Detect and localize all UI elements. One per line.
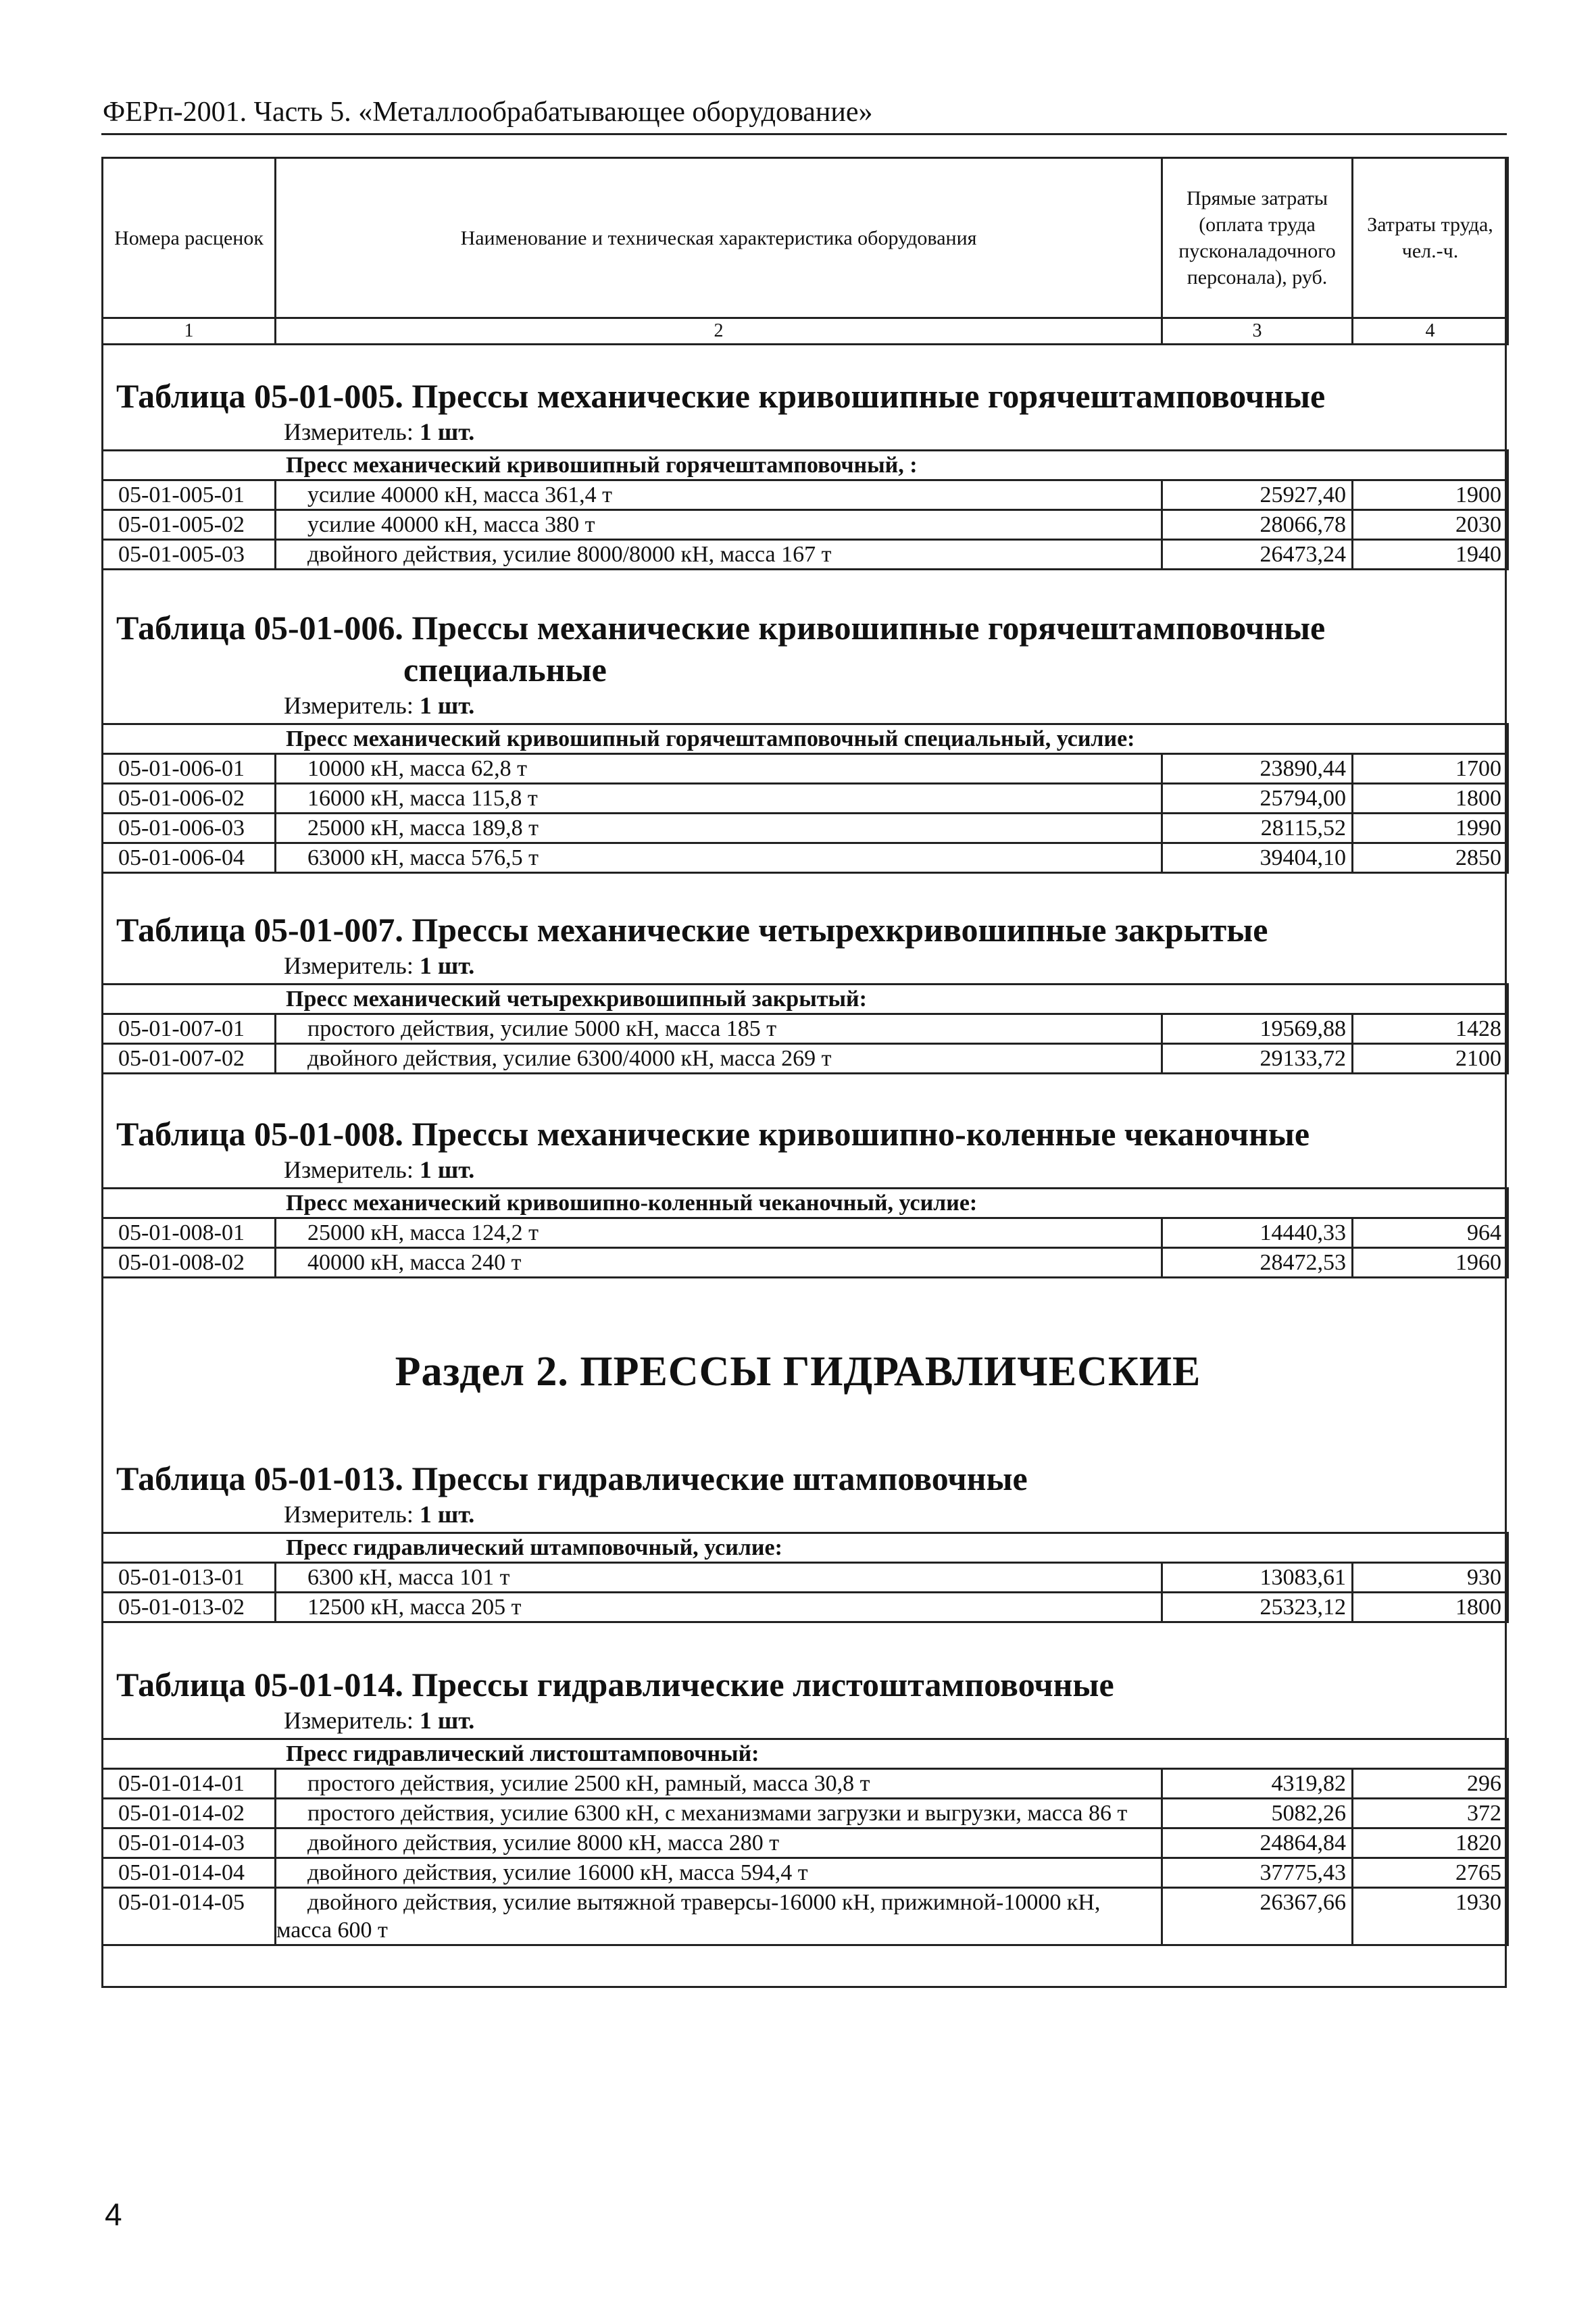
- table-row: [103, 1563, 1508, 1593]
- table-title: [116, 1458, 1507, 1499]
- page-number: 4: [105, 2197, 122, 2232]
- direct-cost: 23890,44: [1162, 754, 1353, 784]
- rate-code: 05-01-014-01: [103, 1769, 276, 1799]
- table-title-continuation: специальные: [403, 651, 607, 689]
- measure-value: 1 шт.: [419, 692, 475, 719]
- labor-hours: 1800: [1353, 1593, 1508, 1622]
- direct-cost: 5082,26: [1162, 1799, 1353, 1828]
- equipment-description: двойного действия, усилие 6300/4000 кН, масса 269 т: [276, 1044, 1162, 1074]
- table-row: [103, 814, 1508, 843]
- table-title: [116, 909, 1507, 951]
- direct-cost: 25323,12: [1162, 1593, 1353, 1622]
- direct-cost: 26473,24: [1162, 540, 1353, 570]
- rate-code: 05-01-008-02: [103, 1248, 276, 1278]
- table-row: [103, 784, 1508, 814]
- table-row: [103, 480, 1508, 510]
- equipment-description: двойного действия, усилие 16000 кН, масса 594,4 т: [276, 1858, 1162, 1888]
- rates-table: [101, 1738, 1509, 1946]
- rate-code: 05-01-014-05: [103, 1888, 276, 1945]
- col-number: 2: [276, 318, 1162, 345]
- table-row: [103, 540, 1508, 570]
- col-header-name: Наименование и техническая характеристика оборудования: [276, 158, 1162, 318]
- col-number: 4: [1353, 318, 1508, 345]
- column-header-table: [101, 157, 1509, 345]
- table-subheader: Пресс механический четырехкривошипный закрытый:: [103, 985, 1508, 1014]
- direct-cost: 39404,10: [1162, 843, 1353, 873]
- table-title-text: Таблица 05-01-005. Прессы механические кривошипные горячештамповочные: [116, 377, 1326, 415]
- table-title: [116, 1113, 1507, 1155]
- labor-hours: 372: [1353, 1799, 1508, 1828]
- measure-value: 1 шт.: [419, 1501, 475, 1528]
- labor-hours: 296: [1353, 1769, 1508, 1799]
- table-block: [101, 1113, 1507, 1278]
- measure-label: Измеритель:: [284, 1501, 414, 1528]
- table-title-text: Таблица 05-01-008. Прессы механические кривошипно-коленные чеканочные: [116, 1115, 1310, 1153]
- direct-cost: 14440,33: [1162, 1218, 1353, 1248]
- table-row: [103, 1014, 1508, 1044]
- direct-cost: 4319,82: [1162, 1769, 1353, 1799]
- table-title: [116, 607, 1507, 691]
- direct-cost: 19569,88: [1162, 1014, 1353, 1044]
- direct-cost: 28115,52: [1162, 814, 1353, 843]
- measure-value: 1 шт.: [419, 418, 475, 445]
- labor-hours: 1700: [1353, 754, 1508, 784]
- table-title-text: Таблица 05-01-007. Прессы механические четырехкривошипные закрытые: [116, 911, 1268, 949]
- running-head: ФЕРп-2001. Часть 5. «Металлообрабатывающее оборудование»: [103, 97, 873, 128]
- table-row: [103, 510, 1508, 540]
- table-subheader: Пресс гидравлический штамповочный, усилие:: [103, 1533, 1508, 1563]
- table-row: [103, 1888, 1508, 1945]
- measure-line: [284, 417, 1507, 447]
- table-title: [116, 1664, 1507, 1706]
- equipment-description: 25000 кН, масса 189,8 т: [276, 814, 1162, 843]
- measure-line: [284, 691, 1507, 720]
- table-row: [103, 754, 1508, 784]
- direct-cost: 28066,78: [1162, 510, 1353, 540]
- rate-code: 05-01-006-02: [103, 784, 276, 814]
- equipment-description: усилие 40000 кН, масса 361,4 т: [276, 480, 1162, 510]
- labor-hours: 1800: [1353, 784, 1508, 814]
- col-header-labor: Затраты труда, чел.-ч.: [1353, 158, 1508, 318]
- rate-code: 05-01-006-04: [103, 843, 276, 873]
- table-row: [103, 1828, 1508, 1858]
- measure-label: Измеритель:: [284, 1707, 414, 1734]
- table-block: [101, 909, 1507, 1074]
- table-title: [116, 375, 1507, 417]
- rate-code: 05-01-008-01: [103, 1218, 276, 1248]
- rates-table: [101, 449, 1509, 570]
- measure-label: Измеритель:: [284, 692, 414, 719]
- equipment-description: 40000 кН, масса 240 т: [276, 1248, 1162, 1278]
- table-row: [103, 1044, 1508, 1074]
- measure-line: [284, 1706, 1507, 1735]
- rate-code: 05-01-006-03: [103, 814, 276, 843]
- equipment-description: простого действия, усилие 2500 кН, рамный, масса 30,8 т: [276, 1769, 1162, 1799]
- measure-label: Измеритель:: [284, 952, 414, 979]
- direct-cost: 13083,61: [1162, 1563, 1353, 1593]
- labor-hours: 1930: [1353, 1888, 1508, 1945]
- rate-code: 05-01-014-02: [103, 1799, 276, 1828]
- rates-table: [101, 1532, 1509, 1623]
- labor-hours: 1820: [1353, 1828, 1508, 1858]
- equipment-description: двойного действия, усилие 8000 кН, масса 280 т: [276, 1828, 1162, 1858]
- measure-value: 1 шт.: [419, 1707, 475, 1734]
- table-subheader: Пресс механический кривошипный горячештамповочный специальный, усилие:: [103, 724, 1508, 754]
- rate-code: 05-01-006-01: [103, 754, 276, 784]
- table-title-text: Таблица 05-01-014. Прессы гидравлические листоштамповочные: [116, 1666, 1114, 1703]
- rate-code: 05-01-014-04: [103, 1858, 276, 1888]
- labor-hours: 1900: [1353, 480, 1508, 510]
- table-row: [103, 1248, 1508, 1278]
- direct-cost: 25794,00: [1162, 784, 1353, 814]
- measure-value: 1 шт.: [419, 952, 475, 979]
- rates-table: [101, 983, 1509, 1074]
- measure-label: Измеритель:: [284, 418, 414, 445]
- table-row: [103, 843, 1508, 873]
- labor-hours: 2030: [1353, 510, 1508, 540]
- labor-hours: 1960: [1353, 1248, 1508, 1278]
- equipment-description: простого действия, усилие 6300 кН, с механизмами загрузки и выгрузки, масса 86 т: [276, 1799, 1162, 1828]
- rates-table: [101, 723, 1509, 874]
- table-block: [101, 1458, 1507, 1623]
- table-row: [103, 1799, 1508, 1828]
- measure-value: 1 шт.: [419, 1156, 475, 1183]
- labor-hours: 1990: [1353, 814, 1508, 843]
- labor-hours: 2100: [1353, 1044, 1508, 1074]
- equipment-description: двойного действия, усилие 8000/8000 кН, масса 167 т: [276, 540, 1162, 570]
- rate-code: 05-01-013-02: [103, 1593, 276, 1622]
- rate-code: 05-01-007-02: [103, 1044, 276, 1074]
- direct-cost: 29133,72: [1162, 1044, 1353, 1074]
- measure-line: [284, 951, 1507, 980]
- labor-hours: 964: [1353, 1218, 1508, 1248]
- table-title-text: Таблица 05-01-006. Прессы механические кривошипные горячештамповочные: [116, 609, 1326, 647]
- rates-table: [101, 1187, 1509, 1278]
- labor-hours: 2765: [1353, 1858, 1508, 1888]
- equipment-description: 25000 кН, масса 124,2 т: [276, 1218, 1162, 1248]
- equipment-description: двойного действия, усилие вытяжной траверсы-16000 кН, прижимной-10000 кН, масса 600 т: [276, 1888, 1162, 1945]
- rate-code: 05-01-005-01: [103, 480, 276, 510]
- rate-code: 05-01-007-01: [103, 1014, 276, 1044]
- labor-hours: 1940: [1353, 540, 1508, 570]
- equipment-description: 16000 кН, масса 115,8 т: [276, 784, 1162, 814]
- direct-cost: 26367,66: [1162, 1888, 1353, 1945]
- direct-cost: 37775,43: [1162, 1858, 1353, 1888]
- section-title: Раздел 2. ПРЕССЫ ГИДРАВЛИЧЕСКИЕ: [395, 1349, 1201, 1395]
- direct-cost: 28472,53: [1162, 1248, 1353, 1278]
- labor-hours: 2850: [1353, 843, 1508, 873]
- equipment-description: 12500 кН, масса 205 т: [276, 1593, 1162, 1622]
- measure-label: Измеритель:: [284, 1156, 414, 1183]
- col-header-codes: Номера расценок: [103, 158, 276, 318]
- rate-code: 05-01-013-01: [103, 1563, 276, 1593]
- equipment-description: 63000 кН, масса 576,5 т: [276, 843, 1162, 873]
- table-row: [103, 1218, 1508, 1248]
- rate-code: 05-01-005-03: [103, 540, 276, 570]
- table-subheader: Пресс механический кривошипный горячештамповочный, :: [103, 451, 1508, 480]
- equipment-description: усилие 40000 кН, масса 380 т: [276, 510, 1162, 540]
- table-row: [103, 1769, 1508, 1799]
- table-subheader: Пресс гидравлический листоштамповочный:: [103, 1739, 1508, 1769]
- direct-cost: 25927,40: [1162, 480, 1353, 510]
- col-header-cost: Прямые затраты (оплата труда пусконаладочного персонала), руб.: [1162, 158, 1353, 318]
- labor-hours: 930: [1353, 1563, 1508, 1593]
- equipment-description: 6300 кН, масса 101 т: [276, 1563, 1162, 1593]
- labor-hours: 1428: [1353, 1014, 1508, 1044]
- table-block: [101, 1664, 1507, 1946]
- rate-code: 05-01-014-03: [103, 1828, 276, 1858]
- col-number: 3: [1162, 318, 1353, 345]
- table-block: [101, 607, 1507, 874]
- table-block: [101, 375, 1507, 570]
- table-title-text: Таблица 05-01-013. Прессы гидравлические штамповочные: [116, 1460, 1028, 1497]
- table-row: [103, 1593, 1508, 1622]
- table-row: [103, 1858, 1508, 1888]
- equipment-description: 10000 кН, масса 62,8 т: [276, 754, 1162, 784]
- measure-line: [284, 1155, 1507, 1185]
- direct-cost: 24864,84: [1162, 1828, 1353, 1858]
- rate-code: 05-01-005-02: [103, 510, 276, 540]
- table-subheader: Пресс механический кривошипно-коленный чеканочный, усилие:: [103, 1189, 1508, 1218]
- measure-line: [284, 1499, 1507, 1529]
- col-number: 1: [103, 318, 276, 345]
- header-rule: [101, 133, 1507, 135]
- equipment-description: простого действия, усилие 5000 кН, масса 185 т: [276, 1014, 1162, 1044]
